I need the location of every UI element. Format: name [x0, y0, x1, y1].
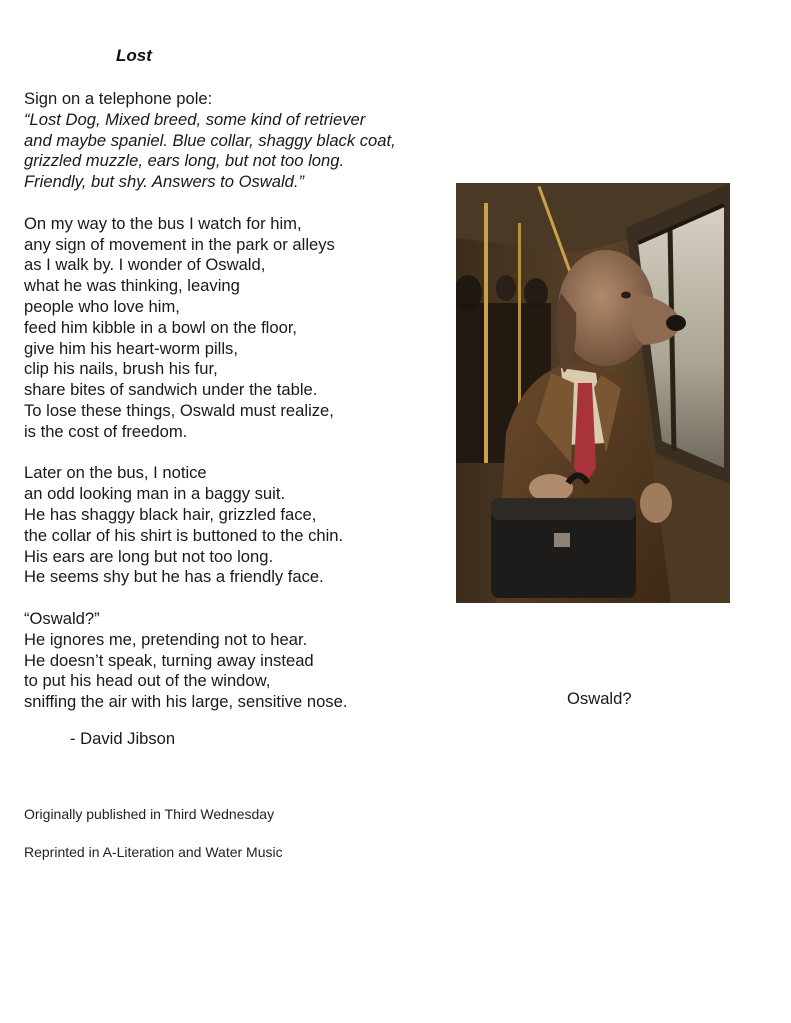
poem-line: Friendly, but shy. Answers to Oswald.”	[24, 172, 305, 192]
poem-line: as I walk by. I wonder of Oswald,	[24, 255, 266, 275]
poem-line: is the cost of freedom.	[24, 421, 188, 441]
publication-note: Originally published in Third Wednesday	[24, 806, 275, 822]
poem-line: any sign of movement in the park or alleys	[24, 234, 335, 254]
stanza-sign	[24, 89, 454, 193]
poem-line: He seems shy but he has a friendly face.	[24, 567, 324, 587]
poem-line: to put his head out of the window,	[24, 671, 271, 691]
poem-title: Lost	[116, 46, 152, 65]
poem-line: people who love him,	[24, 296, 180, 316]
poem-line: He doesn’t speak, turning away instead	[24, 650, 314, 670]
poem-line: the collar of his shirt is buttoned to the chin.	[24, 525, 344, 545]
poem-line: To lose these things, Oswald must realize,	[24, 400, 334, 420]
poem-line: “Oswald?”	[24, 608, 100, 628]
poem-line: grizzled muzzle, ears long, but not too long.	[24, 151, 345, 171]
reprint-note: Reprinted in A-Literation and Water Music	[24, 844, 283, 860]
poem-line: “Lost Dog, Mixed breed, some kind of retriever	[24, 109, 366, 129]
poem-line: Later on the bus, I notice	[24, 463, 207, 483]
poem-line: and maybe spaniel. Blue collar, shaggy black coat,	[24, 130, 396, 150]
stanza-bus	[24, 463, 454, 588]
poem-line: He has shaggy black hair, grizzled face,	[24, 504, 317, 524]
image-caption: Oswald?	[567, 689, 632, 708]
poem-body	[24, 89, 454, 713]
poem-line: what he was thinking, leaving	[24, 276, 240, 296]
poem-line: His ears are long but not too long.	[24, 546, 274, 566]
poem-line: Sign on a telephone pole:	[24, 89, 213, 108]
poem-line: He ignores me, pretending not to hear.	[24, 629, 308, 649]
poem-line: On my way to the bus I watch for him,	[24, 213, 302, 233]
stanza-oswald	[24, 609, 454, 713]
poem-line: sniffing the air with his large, sensitive nose.	[24, 692, 348, 712]
dog-headed-man-on-bus-photo	[456, 183, 730, 603]
poem-line: share bites of sandwich under the table.	[24, 380, 318, 400]
poem-line: clip his nails, brush his fur,	[24, 359, 218, 379]
poem-line: an odd looking man in a baggy suit.	[24, 484, 286, 504]
poem-line: give him his heart-worm pills,	[24, 338, 238, 358]
poem-author: - David Jibson	[70, 729, 176, 748]
poem-line: feed him kibble in a bowl on the floor,	[24, 317, 298, 337]
stanza-walk	[24, 214, 454, 443]
